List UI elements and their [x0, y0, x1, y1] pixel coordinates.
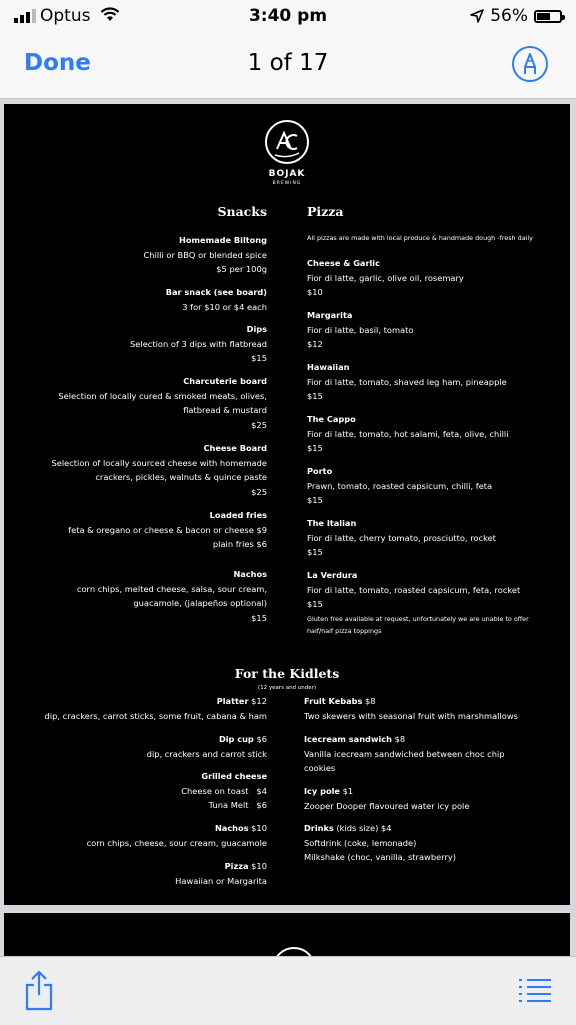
kids-nachos: Nachos $10 corn chips, cheese, sour cream, guacamole [86, 823, 267, 848]
markup-button[interactable] [512, 46, 548, 82]
kids-platter: Platter $12 dip, crackers, carrot sticks, some fruit, cabana & ham [44, 696, 267, 721]
pizza-intro: All pizzas are made with local produce & handmade dough -fresh daily [307, 234, 533, 242]
kids-fruit-kebabs: Fruit Kebabs $8 Two skewers with seasonal fruit with marshmallows [304, 696, 518, 721]
markup-pen-icon [514, 48, 546, 80]
brand-subtitle: BREWING [272, 181, 302, 186]
share-icon[interactable] [24, 969, 54, 1011]
kids-drinks: Drinks (kids size) $4 Softdrink (coke, lemonade) Milkshake (choc, vanilla, strawberry) [304, 823, 457, 863]
snack-biltong: Homemade Biltong Chilli or BBQ or blended spice $5 per 100g [143, 235, 267, 275]
kids-dip-cup: Dip cup $6 dip, crackers and carrot stick [146, 734, 267, 759]
status-right [470, 6, 562, 26]
clock: 3:40 pm [248, 6, 328, 26]
kids-icy-pole: Icy pole $1 Zooper Dooper flavoured water icy pole [304, 786, 470, 811]
outline-list-icon[interactable] [518, 977, 552, 1003]
snack-loaded-fries: Loaded fries feta & oregano or cheese & bacon or cheese $9 plain fries $6 [68, 510, 267, 550]
location-arrow-icon [470, 9, 484, 23]
pizza-la-verdura: La Verdura Fior di latte, tomato, roasted capsicum, feta, rocket $15 [307, 570, 521, 610]
pizza-cheese-garlic: Cheese & Garlic Fior di latte, garlic, olive oil, rosemary $10 [307, 258, 464, 298]
kidlets-heading: For the Kidlets [234, 666, 340, 681]
pizza-the-italian: The Italian Fior di latte, cherry tomato, prosciutto, rocket $15 [307, 518, 496, 558]
carrier: Optus [14, 6, 120, 26]
pizza-heading: Pizza [307, 204, 344, 219]
snack-bar-snack: Bar snack (see board) 3 for $10 or $4 each [165, 287, 267, 312]
page-counter: 1 of 17 [247, 50, 329, 76]
battery-percent: 56% [490, 6, 528, 26]
pdf-page[interactable] [4, 104, 570, 905]
status-bar [0, 0, 576, 34]
kidlets-subheading: (12 years and under) [257, 685, 317, 691]
snack-dips: Dips Selection of 3 dips with flatbread $15 [130, 324, 267, 364]
pizza-porto: Porto Prawn, tomato, roasted capsicum, chilli, feta $15 [307, 466, 493, 506]
kids-icecream-sandwich: Icecream sandwich $8 Vanilla icecream sandwiched between choc chip cookies [304, 734, 505, 774]
kids-pizza: Pizza $10 Hawaiian or Margarita [175, 861, 267, 886]
snack-nachos: Nachos corn chips, melted cheese, salsa, sour cream, guacamole, (jalapeños optional) $15 [76, 569, 267, 623]
done-button[interactable]: Done [24, 50, 91, 76]
pizza-hawaiian: Hawaiian Fior di latte, tomato, shaved leg ham, pineapple $15 [307, 362, 507, 402]
battery-icon [534, 10, 562, 23]
pizza-the-cappo: The Cappo Fior di latte, tomato, hot salami, feta, olive, chilli $15 [307, 414, 509, 454]
snack-charcuterie: Charcuterie board Selection of locally cured & smoked meats, olives, flatbread & mustard $25 [58, 376, 267, 430]
pizza-margarita: Margarita Fior di latte, basil, tomato $12 [307, 310, 414, 350]
snacks-heading: Snacks [217, 204, 267, 219]
brand-name: BOJAK [268, 169, 306, 179]
kids-grilled-cheese: Grilled cheese Cheese on toast $4 Tuna Melt $6 [181, 771, 267, 811]
bottom-toolbar [0, 956, 576, 1025]
pizza-gluten-note: Gluten free available at request, unfortunately we are unable to offer half/half pizza toppings [307, 615, 529, 635]
navigation-bar [0, 34, 576, 99]
bojak-logo-icon [265, 120, 309, 164]
snack-cheese-board: Cheese Board Selection of locally sourced cheese with homemade crackers, pickles, walnuts & quince paste $25 [51, 443, 267, 497]
